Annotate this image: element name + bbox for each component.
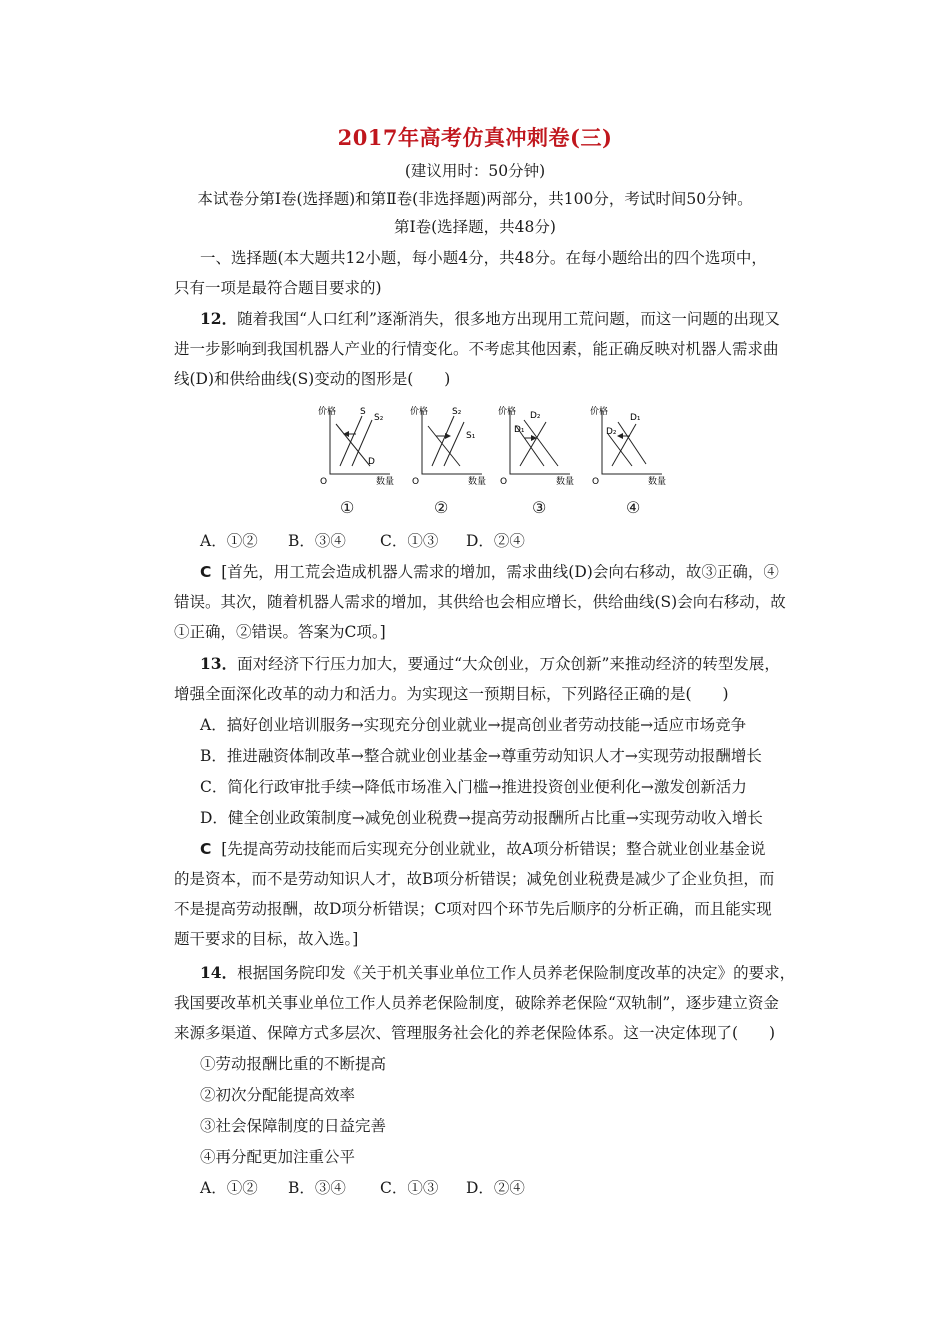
q12-options <box>200 530 525 552</box>
g1-s2-label: S₂ <box>374 413 384 423</box>
g2-s1-label: S₁ <box>466 431 476 441</box>
q14-item-1: ①劳动报酬比重的不断提高 <box>200 1055 387 1073</box>
intro: 本试卷分第Ⅰ卷(选择题)和第Ⅱ卷(非选择题)两部分，共100分，考试时间50分钟。 <box>197 190 753 208</box>
q13-line2: 增强全面深化改革的动力和活力。为实现这一预期目标，下列路径正确的是( ) <box>174 685 729 703</box>
q13-line1 <box>200 653 780 675</box>
q14-line2: 我国要改革机关事业单位工作人员养老保险制度，破除养老保险“双轨制”，逐步建立资金 <box>174 994 779 1012</box>
q12-line1 <box>200 308 780 330</box>
q12-number: 12． <box>200 309 238 328</box>
q12-line2: 进一步影响到我国机器人产业的行情变化。不考虑其他因素，能正确反映对机器人需求曲 <box>174 340 779 358</box>
q13-answer-letter: C <box>200 840 212 858</box>
g1-d-label: D <box>368 457 375 467</box>
q12-option-d: D．②④ <box>466 532 525 550</box>
g2-qty-label: 数量 <box>468 477 487 487</box>
q12-answer-line1 <box>200 561 779 583</box>
supply-demand-graphs <box>310 404 690 496</box>
g4-origin: O <box>592 477 600 487</box>
q12-option-b: B．③④ <box>288 532 346 550</box>
q13-explain-line4: 题干要求的目标，故入选。] <box>174 930 359 948</box>
q14-item-3: ③社会保障制度的日益完善 <box>200 1117 387 1135</box>
graph-num-4: ④ <box>626 498 641 517</box>
graph-num-1: ① <box>340 498 355 517</box>
g4-price-label: 价格 <box>590 407 609 417</box>
q14-option-b: B．③④ <box>288 1179 346 1197</box>
section1-line1: 一、选择题(本大题共12小题，每小题4分，共48分。在每小题给出的四个选项中， <box>200 249 767 267</box>
g2-s2-label: S₂ <box>452 407 462 417</box>
q13-explain-line3: 不是提高劳动报酬，故D项分析错误；C项对四个环节先后顺序的分析正确，而且能实现 <box>174 900 772 918</box>
suggested-time: (建议用时：50分钟) <box>404 162 546 180</box>
graph-num-3: ③ <box>532 498 547 517</box>
q12-text1: 随着我国“人口红利”逐渐消失，很多地方出现用工荒问题，而这一问题的出现又 <box>237 310 780 328</box>
q14-item-2: ②初次分配能提高效率 <box>200 1086 356 1104</box>
q13-number: 13． <box>200 654 238 673</box>
g1-s-label: S <box>360 407 366 417</box>
q12-option-c: C．①③ <box>380 532 439 550</box>
q14-line3: 来源多渠道、保障方式多层次、管理服务社会化的养老保险体系。这一决定体现了( ) <box>174 1024 776 1042</box>
q13-explain1: [先提高劳动技能而后实现充分创业就业，故A项分析错误；整合就业创业基金说 <box>221 840 766 858</box>
q13-option-d: D．健全创业政策制度→减免创业税费→提高劳动报酬所占比重→实现劳动收入增长 <box>200 809 763 827</box>
q14-option-c: C．①③ <box>380 1179 439 1197</box>
q14-item-4: ④再分配更加注重公平 <box>200 1148 356 1166</box>
g1-qty-label: 数量 <box>376 477 395 487</box>
g1-origin: O <box>320 477 328 487</box>
q13-explain-line2: 的是资本，而不是劳动知识人才，故B项分析错误；减免创业税费是减少了企业负担，而 <box>174 870 775 888</box>
graph-2 <box>422 410 482 474</box>
page-title: 2017年高考仿真冲刺卷(三) <box>337 125 613 150</box>
section1-line2: 只有一项是最符合题目要求的) <box>174 279 382 297</box>
graph-num-2: ② <box>434 498 449 517</box>
g3-qty-label: 数量 <box>556 477 575 487</box>
q14-option-d: D．②④ <box>466 1179 525 1197</box>
g3-d2-label: D₂ <box>530 411 541 421</box>
q13-option-b: B．推进融资体制改革→整合就业创业基金→尊重劳动知识人才→实现劳动报酬增长 <box>200 747 762 765</box>
q12-explain-line3: ①正确，②错误。答案为C项。] <box>174 623 386 641</box>
q12-explain-line2: 错误。其次，随着机器人需求的增加，其供给也会相应增长，供给曲线(S)会向右移动，故 <box>174 593 786 611</box>
q14-number: 14． <box>200 963 238 982</box>
g4-d2-label: D₂ <box>606 427 617 437</box>
g4-d1-label: D₁ <box>630 413 641 423</box>
g3-d1-label: D₁ <box>514 425 525 435</box>
q12-explain1: [首先，用工荒会造成机器人需求的增加，需求曲线(D)会向右移动，故③正确，④ <box>221 563 779 581</box>
q13-text1: 面对经济下行压力加大，要通过“大众创业，万众创新”来推动经济的转型发展， <box>237 655 780 673</box>
g3-price-label: 价格 <box>498 407 517 417</box>
part1-title: 第Ⅰ卷(选择题，共48分) <box>394 218 556 236</box>
q13-option-c: C．简化行政审批手续→降低市场准入门槛→推进投资创业便利化→激发创新活力 <box>200 778 747 796</box>
q13-option-a: A．搞好创业培训服务→实现充分创业就业→提高创业者劳动技能→适应市场竞争 <box>200 716 747 734</box>
q12-line3: 线(D)和供给曲线(S)变动的图形是( ) <box>174 370 451 388</box>
q13-answer-line1 <box>200 838 766 860</box>
g1-price-label: 价格 <box>318 407 337 417</box>
g2-price-label: 价格 <box>410 407 429 417</box>
g2-origin: O <box>412 477 420 487</box>
g3-origin: O <box>500 477 508 487</box>
q12-answer-letter: C <box>200 563 212 581</box>
q14-line1 <box>200 962 795 984</box>
q12-option-a: A．①② <box>200 532 258 550</box>
g4-qty-label: 数量 <box>648 477 667 487</box>
q14-option-a: A．①② <box>200 1179 258 1197</box>
q14-options <box>200 1177 525 1199</box>
q14-text1: 根据国务院印发《关于机关事业单位工作人员养老保险制度改革的决定》的要求， <box>237 964 796 982</box>
